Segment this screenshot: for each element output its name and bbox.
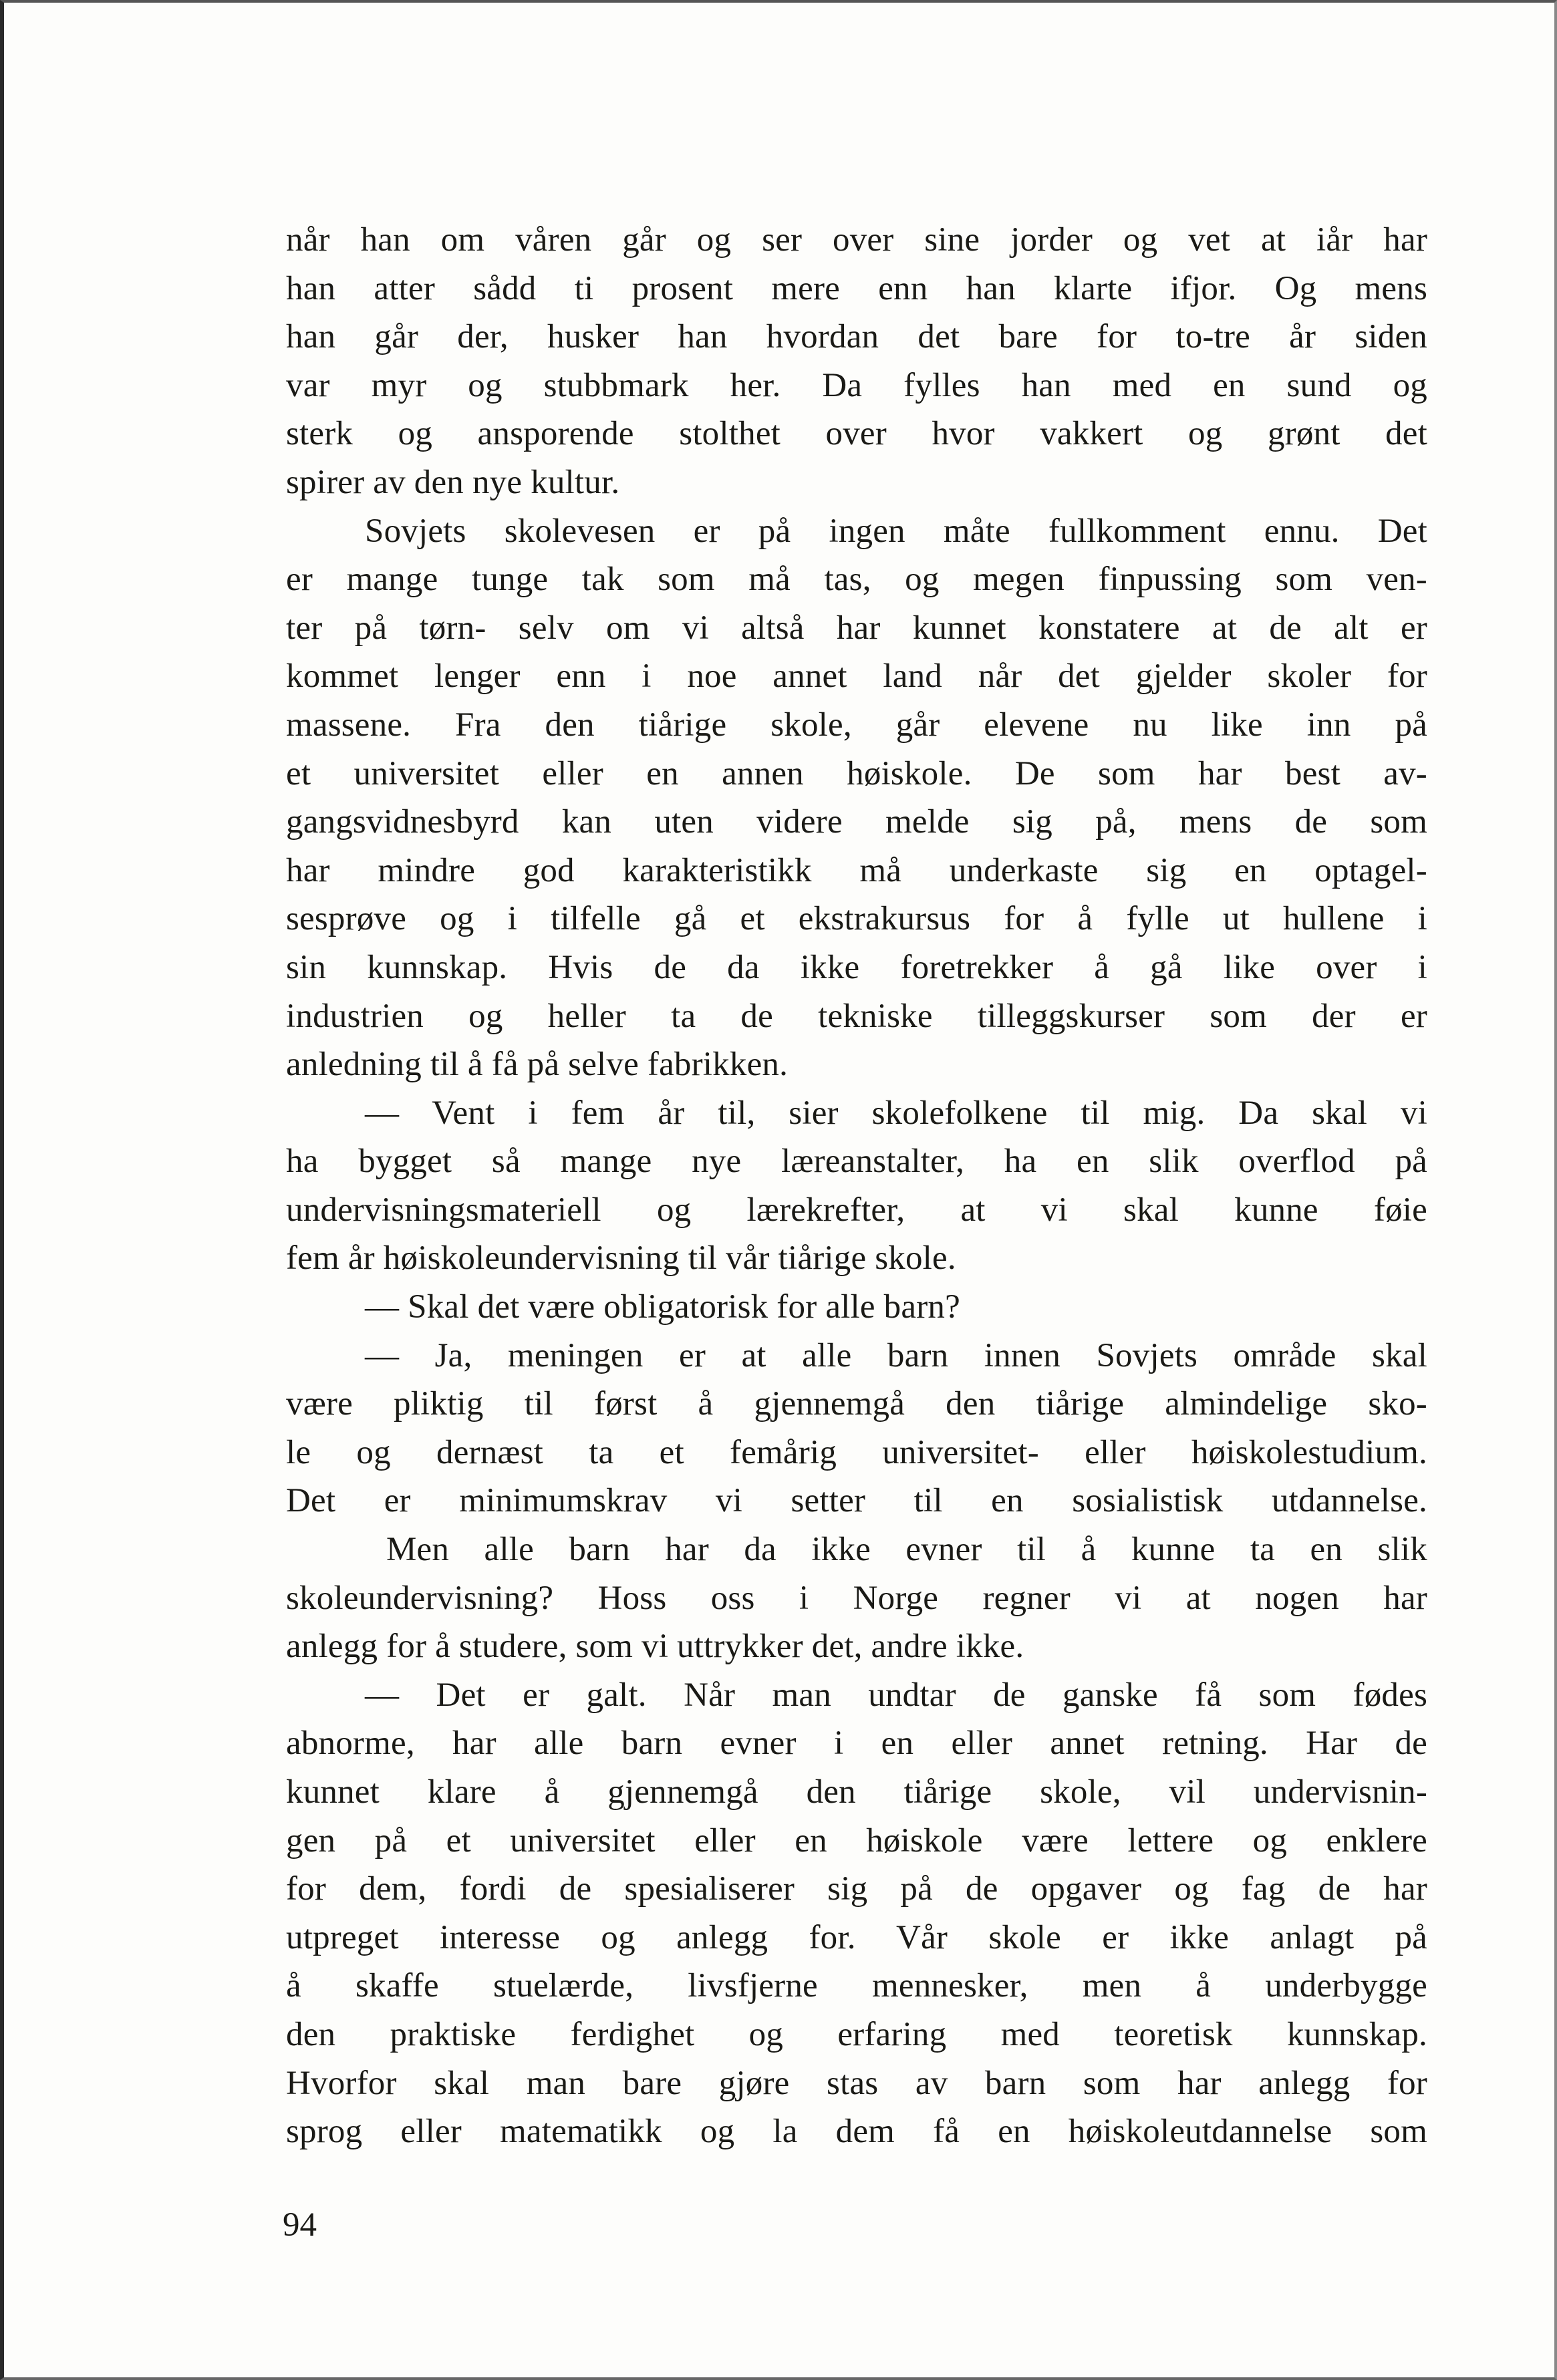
text-line: industrien og heller ta de tekniske tilleggskurser som der er bbox=[286, 997, 1427, 1035]
text-line: Men alle barn har da ikke evner til å kunne ta en slik bbox=[386, 1531, 1427, 1569]
text-line: sprog eller matematikk og la dem få en høiskoleutdannelse som bbox=[286, 2113, 1427, 2151]
text-line: undervisningsmateriell og lærekrefter, at vi skal kunne føie bbox=[286, 1191, 1427, 1229]
text-line: abnorme, har alle barn evner i en eller annet retning. Har de bbox=[286, 1725, 1427, 1763]
text-line: kommet lenger enn i noe annet land når det gjelder skoler for bbox=[286, 657, 1427, 696]
text-line: når han om våren går og ser over sine jorder og vet at iår har bbox=[286, 221, 1427, 259]
text-line: var myr og stubbmark her. Da fylles han med en sund og bbox=[286, 366, 1427, 404]
text-line: — Skal det være obligatorisk for alle barn? bbox=[365, 1288, 960, 1326]
text-line: den praktiske ferdighet og erfaring med teoretisk kunnskap. bbox=[286, 2015, 1427, 2053]
text-line: for dem, fordi de spesialiserer sig på de opgaver og fag de har bbox=[286, 1870, 1427, 1908]
text-line: massene. Fra den tiårige skole, går elevene nu like inn på bbox=[286, 706, 1427, 744]
text-line: gen på et universitet eller en høiskole være lettere og enklere bbox=[286, 1821, 1427, 1860]
text-line: — Det er galt. Når man undtar de ganske få som fødes bbox=[365, 1676, 1427, 1714]
text-line: Det er minimumskrav vi setter til en sosialistisk utdannelse. bbox=[286, 1482, 1427, 1520]
text-line: skoleundervisning? Hoss oss i Norge regner vi at nogen har bbox=[286, 1579, 1427, 1617]
text-line: sin kunnskap. Hvis de da ikke foretrekker å gå like over i bbox=[286, 948, 1427, 986]
text-line: kunnet klare å gjennemgå den tiårige skole, vil undervisnin- bbox=[286, 1773, 1427, 1811]
text-line: sesprøve og i tilfelle gå et ekstrakursus for å fylle ut hullene i bbox=[286, 900, 1427, 938]
page-number: 94 bbox=[283, 2206, 317, 2244]
text-line: han går der, husker han hvordan det bare for to-tre år siden bbox=[286, 318, 1427, 356]
text-line: anledning til å få på selve fabrikken. bbox=[286, 1046, 789, 1084]
text-line: han atter sådd ti prosent mere enn han klarte ifjor. Og mens bbox=[286, 269, 1427, 307]
text-line: Sovjets skolevesen er på ingen måte fullkomment ennu. Det bbox=[365, 512, 1427, 550]
text-line: være pliktig til først å gjennemgå den tiårige almindelige sko- bbox=[286, 1385, 1427, 1423]
text-line: spirer av den nye kultur. bbox=[286, 463, 620, 501]
text-line: gangsvidnesbyrd kan uten videre melde sig på, mens de som bbox=[286, 803, 1427, 841]
text-line: Hvorfor skal man bare gjøre stas av barn som har anlegg for bbox=[286, 2064, 1427, 2102]
text-line: — Ja, meningen er at alle barn innen Sovjets område skal bbox=[365, 1336, 1427, 1374]
text-line: le og dernæst ta et femårig universitet- eller høiskolestudium. bbox=[286, 1433, 1427, 1471]
text-line: — Vent i fem år til, sier skolefolkene til mig. Da skal vi bbox=[365, 1094, 1427, 1132]
text-line: ter på tørn- selv om vi altså har kunnet konstatere at de alt er bbox=[286, 609, 1427, 647]
text-line: ha bygget så mange nye læreanstalter, ha en slik overflod på bbox=[286, 1143, 1427, 1181]
text-line: er mange tunge tak som må tas, og megen finpussing som ven- bbox=[286, 561, 1427, 599]
text-line: har mindre god karakteristikk må underkaste sig en optagel- bbox=[286, 851, 1427, 889]
text-line: anlegg for å studere, som vi uttrykker det, andre ikke. bbox=[286, 1628, 1024, 1666]
body-text bbox=[286, 216, 1427, 2156]
text-line: fem år høiskoleundervisning til vår tiårige skole. bbox=[286, 1239, 956, 1278]
text-line: sterk og ansporende stolthet over hvor vakkert og grønt det bbox=[286, 415, 1427, 453]
text-line: et universitet eller en annen høiskole. De som har best av- bbox=[286, 754, 1427, 792]
text-line: utpreget interesse og anlegg for. Vår skole er ikke anlagt på bbox=[286, 1918, 1427, 1956]
text-line: å skaffe stuelærde, livsfjerne mennesker, men å underbygge bbox=[286, 1967, 1427, 2005]
